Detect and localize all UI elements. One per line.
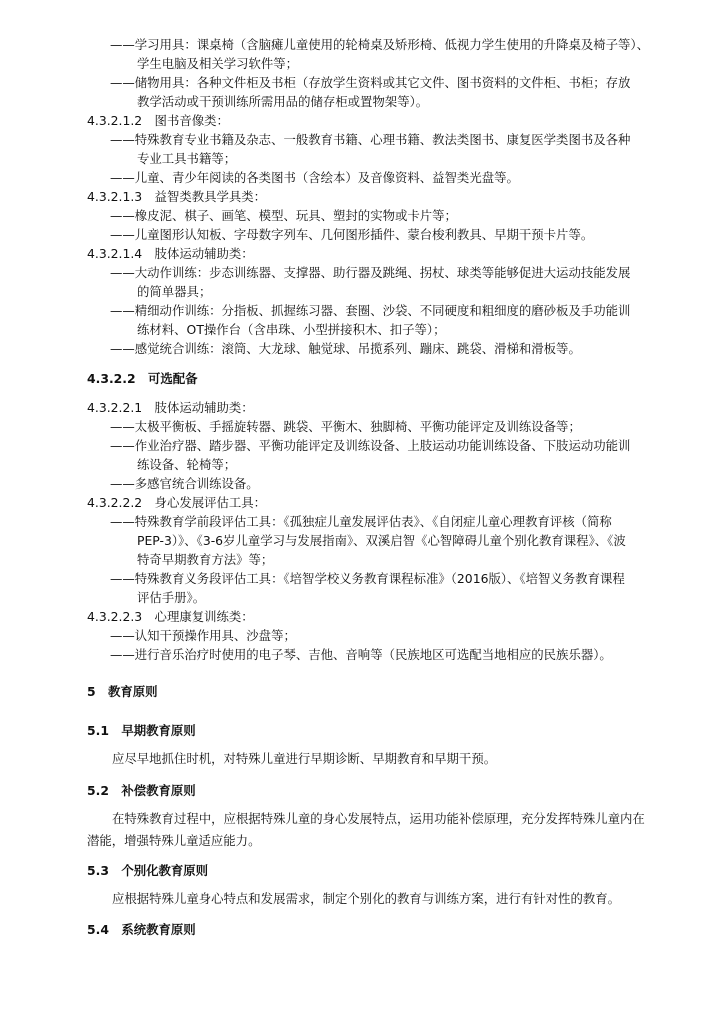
- list-item-continuation: 学生电脑及相关学习软件等；: [137, 56, 299, 71]
- paragraph-continuation: 潜能，增强特殊儿童适应能力。: [87, 833, 261, 848]
- paragraph: 在特殊教育过程中，应根据特殊儿童的身心发展特点，运用功能补偿原理，充分发挥特殊儿童内在: [112, 811, 645, 826]
- list-item-continuation: 练材料、OT操作台（含串珠、小型拼接积木、扣子等）；: [137, 322, 446, 337]
- list-item: ——感觉统合训练：滚筒、大龙球、触觉球、吊揽系列、蹦床、跳袋、滑梯和滑板等。: [110, 341, 581, 356]
- clause-heading: 4.3.2.2.1 肢体运动辅助类：: [87, 400, 254, 415]
- list-item-continuation: 的简单器具；: [137, 284, 212, 299]
- list-item: ——作业治疗器、踏步器、平衡功能评定及训练设备、上肢运动功能训练设备、下肢运动功能训: [110, 438, 631, 453]
- chapter-heading: 5 教育原则: [87, 684, 158, 699]
- list-item: ——储物用具：各种文件柜及书柜（存放学生资料或其它文件、图书资料的文件柜、书柜；存放: [110, 75, 631, 90]
- clause-heading: 4.3.2.1.4 肢体运动辅助类：: [87, 246, 254, 261]
- section-heading: 4.3.2.2 可选配备: [87, 371, 198, 386]
- list-item-continuation: 特奇早期教育方法》等；: [137, 552, 274, 567]
- list-item: ——太极平衡板、手摇旋转器、跳袋、平衡木、独脚椅、平衡功能评定及训练设备等；: [110, 419, 581, 434]
- list-item-continuation: 练设备、轮椅等；: [137, 457, 237, 472]
- list-item: ——橡皮泥、棋子、画笔、模型、玩具、塑封的实物或卡片等；: [110, 208, 457, 223]
- list-item: ——大动作训练：步态训练器、支撑器、助行器及跳绳、拐杖、球类等能够促进大运动技能发展: [110, 265, 631, 280]
- section-heading: 5.3 个别化教育原则: [87, 863, 209, 878]
- list-item-continuation: PEP-3）》、《3-6岁儿童学习与发展指南》、双溪启智《心智障碍儿童个别化教育课程》、《波: [137, 533, 626, 548]
- list-item: ——特殊教育义务段评估工具：《培智学校义务教育课程标准》（2016版）、《培智义务教育课程: [110, 571, 625, 586]
- clause-heading: 4.3.2.2.2 身心发展评估工具：: [87, 495, 267, 510]
- paragraph: 应根据特殊儿童身心特点和发展需求，制定个别化的教育与训练方案，进行有针对性的教育。: [112, 891, 621, 906]
- list-item: ——进行音乐治疗时使用的电子琴、吉他、音响等（民族地区可选配当地相应的民族乐器）。: [110, 647, 612, 662]
- section-heading: 5.2 补偿教育原则: [87, 783, 196, 798]
- list-item: ——学习用具：课桌椅（含脑瘫儿童使用的轮椅桌及矫形椅、低视力学生使用的升降桌及椅子等）、: [110, 37, 649, 52]
- list-item: ——多感官统合训练设备。: [110, 476, 259, 491]
- list-item: ——认知干预操作用具、沙盘等；: [110, 628, 296, 643]
- list-item: ——特殊教育专业书籍及杂志、一般教育书籍、心理书籍、教法类图书、康复医学类图书及各种: [110, 132, 631, 147]
- paragraph: 应尽早地抓住时机，对特殊儿童进行早期诊断、早期教育和早期干预。: [112, 751, 497, 766]
- list-item: ——精细动作训练：分指板、抓握练习器、套圈、沙袋、不同硬度和粗细度的磨砂板及手功能训: [110, 303, 631, 318]
- section-heading: 5.4 系统教育原则: [87, 922, 196, 937]
- clause-heading: 4.3.2.1.2 图书音像类：: [87, 113, 229, 128]
- section-heading: 5.1 早期教育原则: [87, 723, 196, 738]
- list-item: ——儿童图形认知板、字母数字列车、几何图形插件、蒙台梭利教具、早期干预卡片等。: [110, 227, 594, 242]
- clause-heading: 4.3.2.2.3 心理康复训练类：: [87, 609, 254, 624]
- list-item-continuation: 教学活动或干预训练所需用品的储存柜或置物架等）。: [137, 94, 429, 109]
- clause-heading: 4.3.2.1.3 益智类教具学具类：: [87, 189, 267, 204]
- list-item: ——儿童、青少年阅读的各类图书（含绘本）及音像资料、益智类光盘等。: [110, 170, 519, 185]
- list-item: ——特殊教育学前段评估工具：《孤独症儿童发展评估表》、《自闭症儿童心理教育评核（简称: [110, 514, 612, 529]
- list-item-continuation: 专业工具书籍等；: [137, 151, 237, 166]
- list-item-continuation: 评估手册》。: [137, 590, 206, 605]
